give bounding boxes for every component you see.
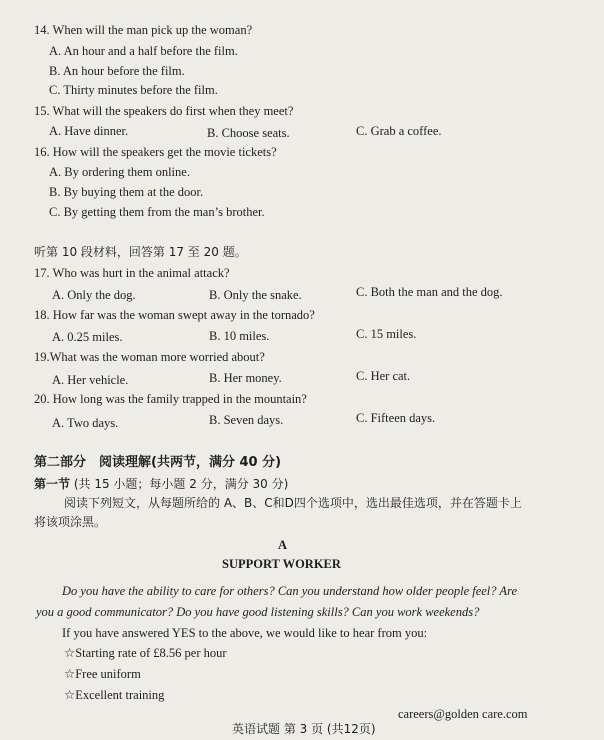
q15-option-a: A. Have dinner. xyxy=(49,124,129,138)
q16-option-c: C. By getting them from the man’s brother. xyxy=(49,205,265,219)
q20-stem: 20. How long was the family trapped in the mountain? xyxy=(34,392,307,406)
q20-option-a: A. Two days. xyxy=(52,416,119,430)
q17-option-a: A. Only the dog. xyxy=(52,288,136,302)
benefit-item: ☆Starting rate of £8.56 per hour xyxy=(64,646,227,660)
q17-stem: 17. Who was hurt in the animal attack? xyxy=(34,266,230,280)
q19-option-c: C. Her cat. xyxy=(356,369,411,383)
reading-part-title: 第二部分 阅读理解(共两节，满分 40 分) xyxy=(34,455,282,470)
q20-option-b: B. Seven days. xyxy=(209,413,284,427)
section-label: 第一节 xyxy=(34,477,71,491)
benefit-item: ☆Free uniform xyxy=(64,667,141,681)
q18-option-c: C. 15 miles. xyxy=(356,327,417,341)
q18-option-b: B. 10 miles. xyxy=(209,329,270,343)
q18-stem: 18. How far was the woman swept away in the tornado? xyxy=(34,308,315,322)
q19-stem: 19.What was the woman more worried about? xyxy=(34,350,265,364)
section-info: (共 15 小题；每小题 2 分，满分 30 分) xyxy=(73,477,289,491)
q14-option-a: A. An hour and a half before the film. xyxy=(49,44,238,58)
contact-email: careers@golden care.com xyxy=(398,707,528,721)
reading-instruction-line1: 阅读下列短文，从每题所给的 A、B、C和D四个选项中，选出最佳选项，并在答题卡上 xyxy=(64,496,522,510)
q15-option-c: C. Grab a coffee. xyxy=(356,124,442,138)
q15-option-b: B. Choose seats. xyxy=(207,126,290,140)
q16-option-b: B. By buying them at the door. xyxy=(49,185,204,199)
reading-instruction-line2: 将该项涂黑。 xyxy=(34,515,107,529)
passage-intro-line1: Do you have the ability to care for others? Can you understand how older people feel? Are xyxy=(62,584,518,598)
q14-option-c: C. Thirty minutes before the film. xyxy=(49,83,218,97)
q19-option-b: B. Her money. xyxy=(209,371,282,385)
q17-option-b: B. Only the snake. xyxy=(209,288,302,302)
q18-option-a: A. 0.25 miles. xyxy=(52,330,123,344)
q19-option-a: A. Her vehicle. xyxy=(52,373,129,387)
page-footer: 英语试题 第 3 页 (共12页) xyxy=(232,722,376,736)
q14-option-b: B. An hour before the film. xyxy=(49,64,185,78)
passage-letter: A xyxy=(278,538,288,552)
q14-stem: 14. When will the man pick up the woman? xyxy=(34,23,253,37)
passage-answer-line: If you have answered YES to the above, we would like to hear from you: xyxy=(62,626,428,640)
passage-title: SUPPORT WORKER xyxy=(222,557,341,571)
q17-option-c: C. Both the man and the dog. xyxy=(356,285,503,299)
passage-intro-line2: you a good communicator? Do you have good listening skills? Can you work weekends? xyxy=(36,605,480,619)
q16-stem: 16. How will the speakers get the movie tickets? xyxy=(34,145,277,159)
reading-section-heading xyxy=(34,476,288,492)
q15-stem: 15. What will the speakers do first when they meet? xyxy=(34,104,294,118)
q16-option-a: A. By ordering them online. xyxy=(49,165,190,179)
passage10-instruction: 听第 10 段材料，回答第 17 至 20 题。 xyxy=(34,245,247,259)
q20-option-c: C. Fifteen days. xyxy=(356,411,436,425)
benefit-item: ☆Excellent training xyxy=(64,688,165,702)
